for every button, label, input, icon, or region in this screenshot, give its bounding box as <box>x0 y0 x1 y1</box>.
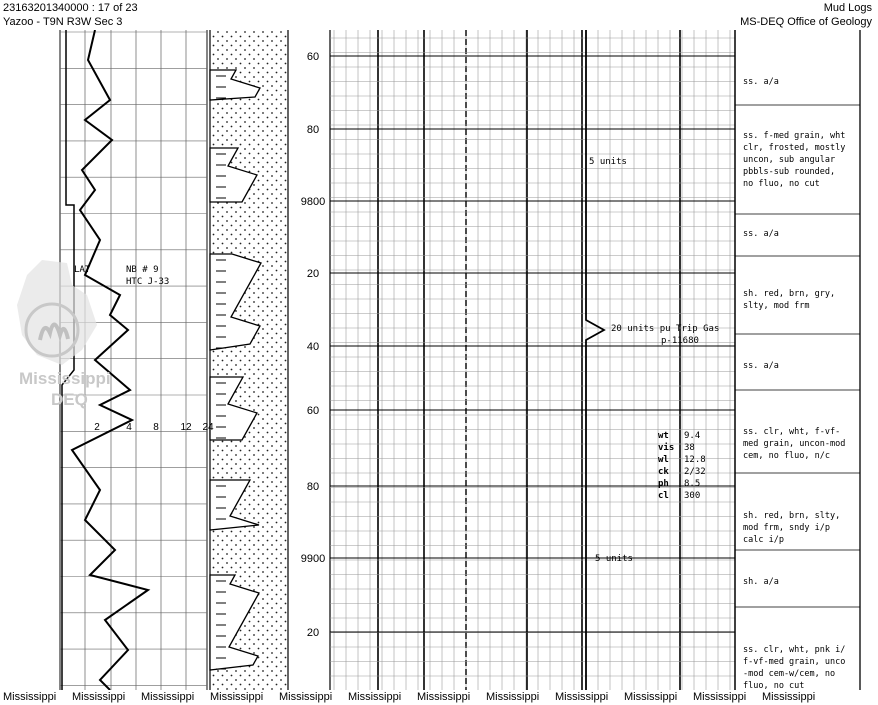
footer-watermark-text: Mississippi <box>72 691 126 703</box>
log-annotations <box>74 51 845 690</box>
rate-scale-label: 8 <box>153 422 159 433</box>
gas-annotation: 20 units pu Trip Gas <box>611 324 720 334</box>
depth-label: 9900 <box>300 553 326 565</box>
lithology-note-line: slty, mod frm <box>743 301 810 311</box>
footer-watermark-text: Mississippi <box>3 691 57 703</box>
footer-watermark-text: Mississippi <box>417 691 471 703</box>
footer-watermark-text: Mississippi <box>348 691 402 703</box>
lithology-note-line: fluo, no cut <box>743 681 805 690</box>
footer-watermark-text: Mississippi <box>555 691 609 703</box>
mud-property-key: wl <box>658 455 669 465</box>
lithology-note-line: med grain, uncon-mod <box>743 439 846 449</box>
mud-property-value: 8.5 <box>684 479 701 489</box>
bit-annotation: LAT <box>74 265 91 275</box>
rate-scale-label: 24 <box>202 422 214 433</box>
mud-property-key: wt <box>658 431 669 441</box>
footer-watermark-text: Mississippi <box>762 691 816 703</box>
lithology-note-line: ss. f-med grain, wht <box>743 131 846 141</box>
lithology-note-line: ss. a/a <box>743 229 779 239</box>
lithology-note-line: ss. clr, wht, pnk i/ <box>743 645 846 655</box>
lithology-note-line: clr, frosted, mostly <box>743 143 846 153</box>
depth-label: 60 <box>306 405 320 417</box>
depth-label: 60 <box>306 51 320 63</box>
mud-property-key: ph <box>658 479 669 489</box>
mud-property-key: ck <box>658 467 669 477</box>
mud-log-scan <box>0 30 878 690</box>
footer-watermark-text: Mississippi <box>486 691 540 703</box>
well-location: Yazoo - T9N R3W Sec 3 <box>3 16 123 28</box>
footer-watermark-text: Mississippi <box>210 691 264 703</box>
gas-annotation: 5 units <box>589 157 627 167</box>
bit-annotation: HTC J-33 <box>126 277 170 287</box>
chart-grid <box>60 30 860 690</box>
lithology-note-line: cem, no fluo, n/c <box>743 451 830 461</box>
mud-property-value: 300 <box>684 491 701 501</box>
depth-label: 9800 <box>300 196 326 208</box>
bit-annotation: NB # 9 <box>126 265 159 275</box>
depth-label: 20 <box>306 627 320 639</box>
footer-watermark-strip <box>0 690 878 705</box>
footer-watermark-text: Mississippi <box>693 691 747 703</box>
lithology-note-line: no fluo, no cut <box>743 179 820 189</box>
lithology-note-line: sh. red, brn, gry, <box>743 289 836 299</box>
lithology-note-line: sh. a/a <box>743 577 779 587</box>
mud-property-value: 12.8 <box>684 455 706 465</box>
deq-state-logo-icon <box>12 255 107 375</box>
gas-annotation: 5 units <box>595 554 633 564</box>
rate-scale-label: 2 <box>94 422 100 433</box>
footer-watermark-text: Mississippi <box>279 691 333 703</box>
lithology-note-line: ss. a/a <box>743 361 779 371</box>
lithology-note-line: ss. a/a <box>743 77 779 87</box>
rate-scale-label: 12 <box>180 422 192 433</box>
lithology-note-line: ss. clr, wht, f-vf- <box>743 427 841 437</box>
document-id: 23163201340000 : 17 of 23 <box>3 2 138 14</box>
gas-annotation: p-11680 <box>661 336 699 346</box>
depth-label: 80 <box>306 481 320 493</box>
rate-scale-label: 4 <box>126 422 132 433</box>
mud-property-key: vis <box>658 443 675 453</box>
lithology-note-line: f-vf-med grain, unco <box>743 657 846 667</box>
watermark-state: Mississippi <box>19 369 111 388</box>
mud-property-key: cl <box>658 491 669 501</box>
footer-watermark-text: Mississippi <box>624 691 678 703</box>
depth-label: 20 <box>306 268 320 280</box>
lithology-note-line: mod frm, sndy i/p <box>743 523 830 533</box>
mud-property-value: 2/32 <box>684 467 706 477</box>
lithology-note-line: uncon, sub angular <box>743 155 836 165</box>
depth-label: 80 <box>306 124 320 136</box>
mud-property-value: 9.4 <box>684 431 701 441</box>
lithology-note-line: calc i/p <box>743 535 784 545</box>
footer-watermark-text: Mississippi <box>141 691 195 703</box>
lithology-note-line: pbbls-sub rounded, <box>743 167 836 177</box>
lithology-note-line: -mod cem-w/cem, no <box>743 669 836 679</box>
organization-name: MS-DEQ Office of Geology <box>740 16 872 28</box>
watermark-agency: DEQ <box>51 390 88 409</box>
mud-property-value: 38 <box>684 443 695 453</box>
lithology-note-line: sh. red, brn, slty, <box>743 511 841 521</box>
lithology-column <box>210 30 288 690</box>
document-type: Mud Logs <box>823 2 872 14</box>
depth-label: 40 <box>306 341 320 353</box>
